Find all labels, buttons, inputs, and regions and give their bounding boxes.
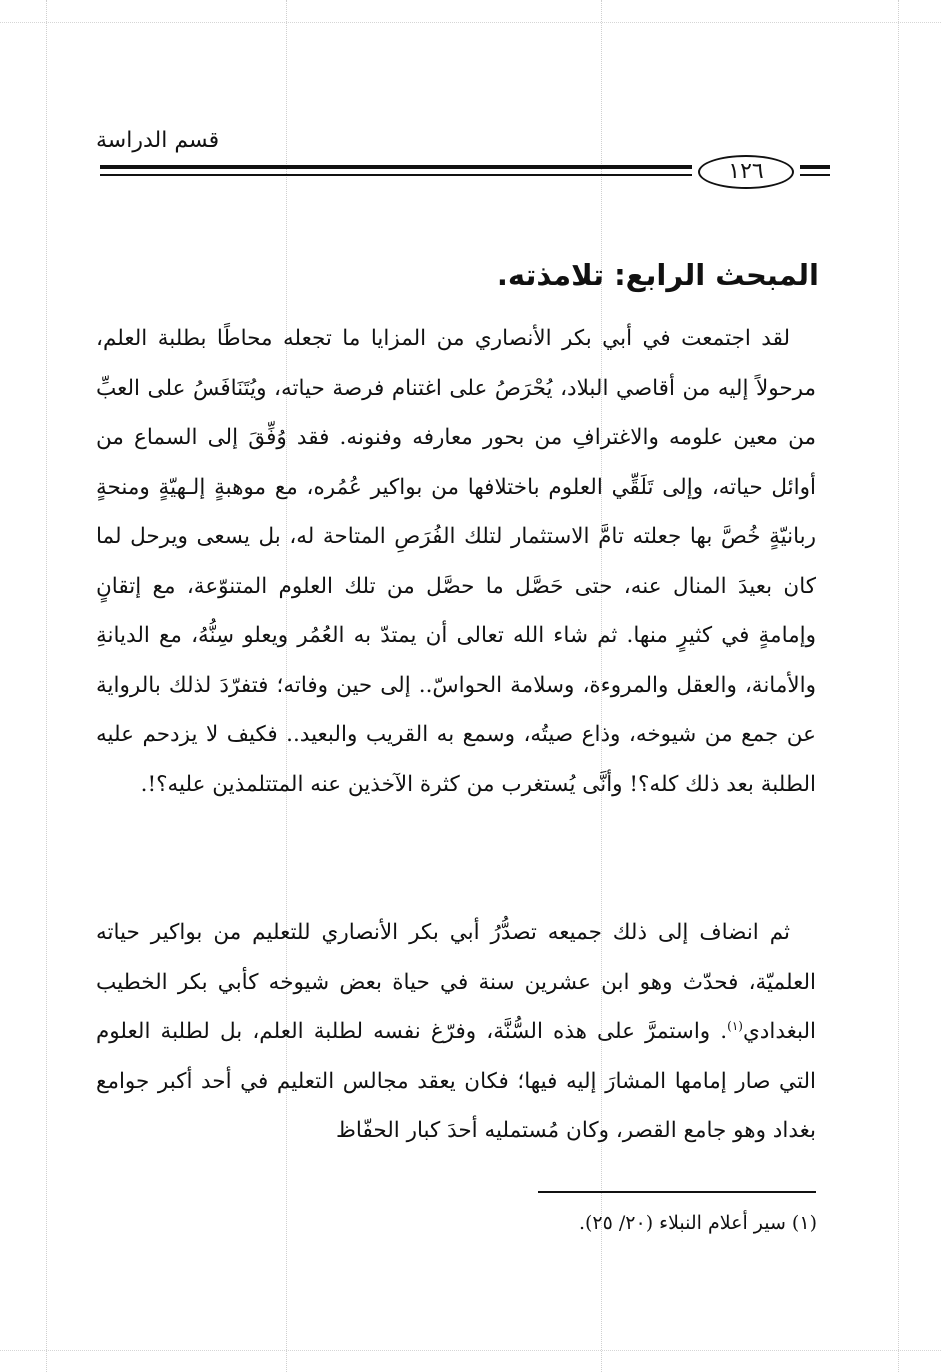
scan-guide-line xyxy=(898,0,899,1372)
scan-guide-line xyxy=(0,22,941,23)
body-paragraph xyxy=(96,908,816,1156)
footnote-separator xyxy=(538,1191,816,1193)
running-header-title: قسم الدراسة xyxy=(96,128,220,153)
header-rule xyxy=(100,174,692,176)
page-number: ١٢٦ xyxy=(698,155,794,189)
footnote: (١) سير أعلام النبلاء (٢٠/ ٢٥). xyxy=(578,1212,817,1234)
scan-guide-line xyxy=(0,1350,941,1351)
scan-guide-line xyxy=(46,0,47,1372)
header-rule xyxy=(100,165,692,169)
section-heading: المبحث الرابع: تلامذته. xyxy=(496,258,819,292)
header-rule xyxy=(800,174,830,176)
header-rule xyxy=(800,165,830,169)
footnote-reference: (١) xyxy=(727,1018,743,1033)
paragraph-text: . واستمرَّ على هذه السُّنَّة، وفرّغ نفسه لطلبة العلم، بل لطلبة العلوم التي صار إمامها المشارَ إليه فيها؛ فكان يعقد مجالس التعليم في أحد أكبر جوامع بغداد وهو جامع القصر، وكان مُستمليه أحدَ كبار الحفّاظ xyxy=(96,1019,816,1143)
body-paragraph: لقد اجتمعت في أبي بكر الأنصاري من المزايا ما تجعله محاطًا بطلبة العلم، مرحولاً إليه من أقاصي البلاد، يُحْرَصُ على اغتنام فرصة حياته، ويُتَنَافَسُ على العبِّ من معين علومه والاغترافِ من بحور معارفه وفنونه. فقد وُفِّقَ إلى السماع من أوائل حياته، وإلى تَلَقِّي العلوم باختلافها من بواكير عُمُره، مع موهبةٍ إلـهيّةٍ ومنحةٍ ربانيّةٍ خُصَّ بها جعلته تامَّ الاستثمار لتلك الفُرَصِ المتاحة له، بل يسعى ويرحل لما كان بعيدَ المنال عنه، حتى حَصَّل ما حصَّل من تلك العلوم المتنوّعة، مع إتقانٍ وإمامةٍ في كثيرٍ منها. ثم شاء الله تعالى أن يمتدّ به العُمُر ويعلو سِنُّهُ، مع الديانةِ والأمانة، والعقل والمروءة، وسلامة الحواسّ.. إلى حين وفاته؛ فتفرّدَ لذلك بالرواية عن جمع من شيوخه، وذاع صيتُه، وسمع به القريب والبعيد.. فكيف لا يزدحم عليه الطلبة بعد ذلك كله؟! وأنَّى يُستغرب من كثرة الآخذين عنه المتتلمذين عليه؟!. xyxy=(96,326,816,797)
paragraph-text: ثم انضاف إلى ذلك جميعه تصدُّرُ أبي بكر الأنصاري للتعليم من بواكير حياته العلميّة، فحدّث وهو ابن عشرين سنة في حياة بعض شيوخه كأبي بكر الخطيب البغدادي xyxy=(96,920,816,1044)
